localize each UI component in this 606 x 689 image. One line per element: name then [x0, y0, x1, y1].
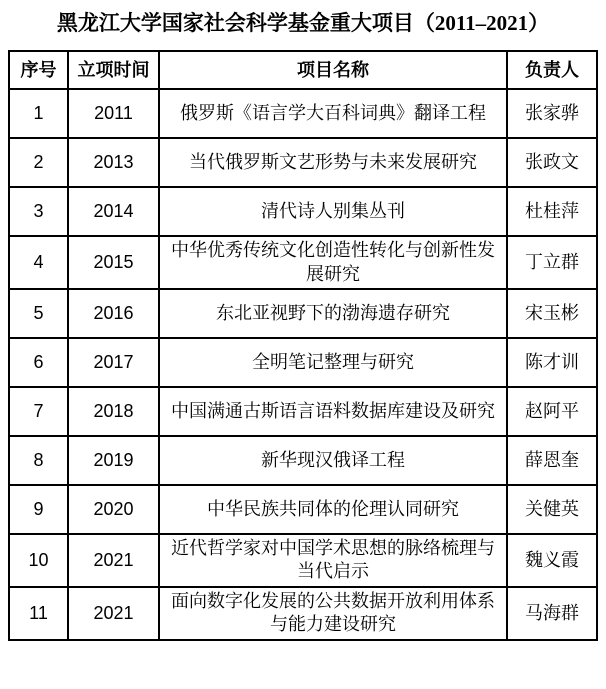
row-number-cell: 5 — [9, 289, 68, 338]
table-row — [9, 89, 597, 138]
header-row — [9, 51, 597, 89]
col-header-index: 序号 — [9, 51, 68, 89]
project-name-cell: 清代诗人别集丛刊 — [159, 187, 507, 236]
year-cell: 2016 — [68, 289, 159, 338]
col-header-leader: 负责人 — [507, 51, 597, 89]
table-row — [9, 436, 597, 485]
year-cell: 2014 — [68, 187, 159, 236]
leader-cell: 张家骅 — [507, 89, 597, 138]
leader-cell: 马海群 — [507, 587, 597, 640]
year-cell: 2021 — [68, 534, 159, 587]
row-number-cell: 6 — [9, 338, 68, 387]
row-number-cell: 11 — [9, 587, 68, 640]
project-name-cell: 新华现汉俄译工程 — [159, 436, 507, 485]
project-name-cell: 东北亚视野下的渤海遗存研究 — [159, 289, 507, 338]
row-number-cell: 7 — [9, 387, 68, 436]
table-body — [9, 89, 597, 639]
project-name-cell: 面向数字化发展的公共数据开放利用体系与能力建设研究 — [159, 587, 507, 640]
year-cell: 2015 — [68, 236, 159, 289]
col-header-project: 项目名称 — [159, 51, 507, 89]
row-number-cell: 8 — [9, 436, 68, 485]
table-row — [9, 236, 597, 289]
year-cell: 2017 — [68, 338, 159, 387]
project-name-cell: 中华优秀传统文化创造性转化与创新性发展研究 — [159, 236, 507, 289]
leader-cell: 关健英 — [507, 485, 597, 534]
row-number-cell: 4 — [9, 236, 68, 289]
table-row — [9, 387, 597, 436]
leader-cell: 陈才训 — [507, 338, 597, 387]
page-title: 黑龙江大学国家社会科学基金重大项目（2011–2021） — [56, 11, 550, 35]
year-cell: 2019 — [68, 436, 159, 485]
leader-cell: 杜桂萍 — [507, 187, 597, 236]
leader-cell: 丁立群 — [507, 236, 597, 289]
project-name-cell: 中华民族共同体的伦理认同研究 — [159, 485, 507, 534]
project-name-cell: 中国满通古斯语言语料数据库建设及研究 — [159, 387, 507, 436]
projects-table — [8, 50, 598, 640]
leader-cell: 张政文 — [507, 138, 597, 187]
project-name-cell: 当代俄罗斯文艺形势与未来发展研究 — [159, 138, 507, 187]
table-row — [9, 485, 597, 534]
row-number-cell: 10 — [9, 534, 68, 587]
leader-cell: 薛恩奎 — [507, 436, 597, 485]
table-row — [9, 338, 597, 387]
table-row — [9, 587, 597, 640]
row-number-cell: 9 — [9, 485, 68, 534]
year-cell: 2013 — [68, 138, 159, 187]
leader-cell: 赵阿平 — [507, 387, 597, 436]
year-cell: 2011 — [68, 89, 159, 138]
row-number-cell: 3 — [9, 187, 68, 236]
project-name-cell: 俄罗斯《语言学大百科词典》翻译工程 — [159, 89, 507, 138]
leader-cell: 魏义霞 — [507, 534, 597, 587]
row-number-cell: 2 — [9, 138, 68, 187]
year-cell: 2018 — [68, 387, 159, 436]
table-row — [9, 534, 597, 587]
project-name-cell: 全明笔记整理与研究 — [159, 338, 507, 387]
table-row — [9, 138, 597, 187]
project-name-cell: 近代哲学家对中国学术思想的脉络梳理与当代启示 — [159, 534, 507, 587]
table-row — [9, 289, 597, 338]
leader-cell: 宋玉彬 — [507, 289, 597, 338]
row-number-cell: 1 — [9, 89, 68, 138]
col-header-year: 立项时间 — [68, 51, 159, 89]
table-row — [9, 187, 597, 236]
year-cell: 2021 — [68, 587, 159, 640]
year-cell: 2020 — [68, 485, 159, 534]
